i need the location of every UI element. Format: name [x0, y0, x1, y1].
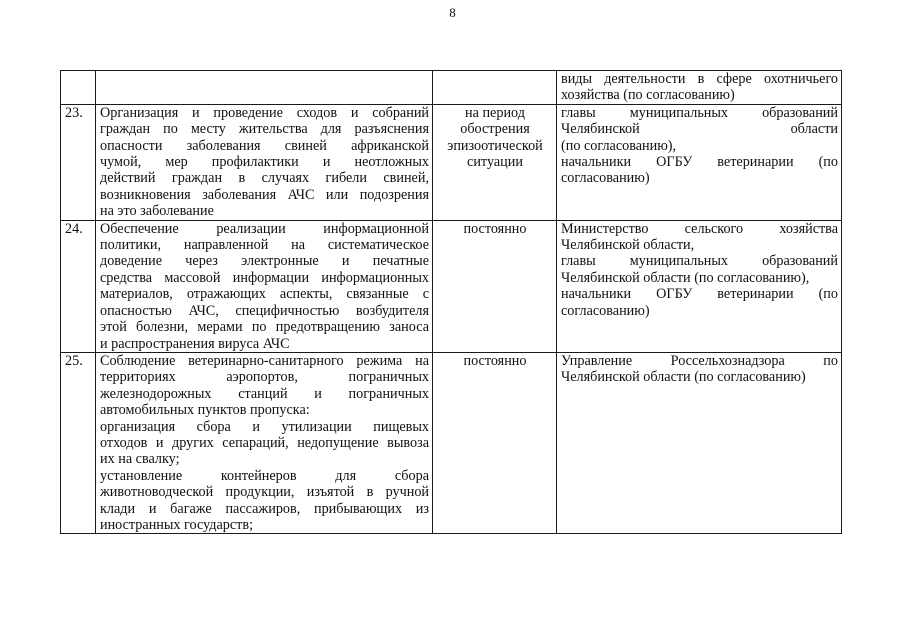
text-line: животноводческой продукции, изъятой в ручной [100, 484, 429, 501]
text-line: обострения [460, 121, 530, 138]
text-line: главы муниципальных образований [561, 253, 838, 270]
text-line: опасностью АЧС, специфичностью возбудителя [100, 302, 429, 319]
text-line: Челябинской области, [561, 237, 695, 254]
text-line: организация сбора и утилизации пищевых [100, 418, 429, 435]
term-cell [433, 104, 557, 220]
row-number-cell [61, 220, 96, 352]
table-row-continuation [61, 71, 842, 105]
text-line: (по согласованию), [561, 137, 677, 154]
description-cell [96, 352, 433, 533]
responsible-cell [557, 104, 842, 220]
description-cell [96, 220, 433, 352]
text-line: территориях аэропортов, пограничных [100, 369, 429, 386]
term-cell [433, 352, 557, 533]
text-line: согласованию) [561, 302, 650, 319]
text-line: клади и багаже пассажиров, прибывающих из [100, 500, 429, 517]
text-line: действий граждан в случаях гибели свиней, [100, 170, 429, 187]
text-line: Челябинской области (по согласованию), [561, 269, 810, 286]
text-line: Соблюдение ветеринарно-санитарного режима на [100, 352, 429, 369]
row-number-cell [61, 352, 96, 533]
description-cell [96, 71, 433, 105]
text-line: Челябинской области [561, 121, 838, 138]
page-number: 8 [449, 5, 456, 20]
text-line: хозяйства (по согласованию) [561, 87, 735, 104]
table-row-24 [61, 220, 842, 352]
term-cell [433, 71, 557, 105]
table-row-25 [61, 352, 842, 533]
row-number: 25. [65, 352, 83, 369]
text-line: Управление Россельхознадзора по [561, 352, 838, 369]
description-cell [96, 104, 433, 220]
text-line: отходов и других сепараций, недопущение вывоза [100, 434, 429, 451]
responsible-cell [557, 71, 842, 105]
text-line: средства массовой информации информационных [100, 269, 429, 286]
row-number-cell [61, 104, 96, 220]
text-line: политики, направленной на систематическое [100, 237, 429, 254]
text-line: и распространения вируса АЧС [100, 335, 290, 352]
row-number: 24. [65, 220, 83, 237]
text-line: установление контейнеров для сбора [100, 467, 429, 484]
text-line: постоянно [463, 220, 527, 237]
text-line: автомобильных пунктов пропуска: [100, 402, 310, 419]
text-line: железнодорожных станций и пограничных [100, 385, 429, 402]
text-line: граждан по месту жительства для разъяснения [100, 121, 429, 138]
responsible-cell [557, 220, 842, 352]
row-number-cell [61, 71, 96, 105]
text-line: начальники ОГБУ ветеринарии (по [561, 286, 838, 303]
text-line: этой болезни, мерами по предотвращению заноса [100, 319, 429, 336]
text-line: Министерство сельского хозяйства [561, 220, 838, 237]
measures-table [60, 70, 842, 534]
text-line: чумой, мер профилактики и неотложных [100, 154, 429, 171]
text-line: постоянно [463, 352, 527, 369]
text-line: согласованию) [561, 170, 650, 187]
text-line: Организация и проведение сходов и собраний [100, 104, 429, 121]
text-line: доведение через электронные и печатные [100, 253, 429, 270]
text-line: Челябинской области (по согласованию) [561, 369, 806, 386]
text-line: на это заболевание [100, 203, 214, 220]
table-row-23 [61, 104, 842, 220]
text-line: ситуации [467, 154, 523, 171]
row-number: 23. [65, 104, 83, 121]
text-line: эпизоотической [447, 137, 543, 154]
text-line: Обеспечение реализации информационной [100, 220, 429, 237]
text-line: начальники ОГБУ ветеринарии (по [561, 154, 838, 171]
text-line: на период [465, 104, 525, 121]
text-line: главы муниципальных образований [561, 104, 838, 121]
text-line: опасности заболевания свиней африканской [100, 137, 429, 154]
text-line: материалов, отражающих аспекты, связанные с [100, 286, 429, 303]
text-line: их на свалку; [100, 451, 180, 468]
text-line: виды деятельности в сфере охотничьего [561, 71, 838, 87]
text-line: иностранных государств; [100, 516, 254, 533]
text-line: возникновения заболевания АЧС или подозрения [100, 186, 429, 203]
term-cell [433, 220, 557, 352]
responsible-cell [557, 352, 842, 533]
